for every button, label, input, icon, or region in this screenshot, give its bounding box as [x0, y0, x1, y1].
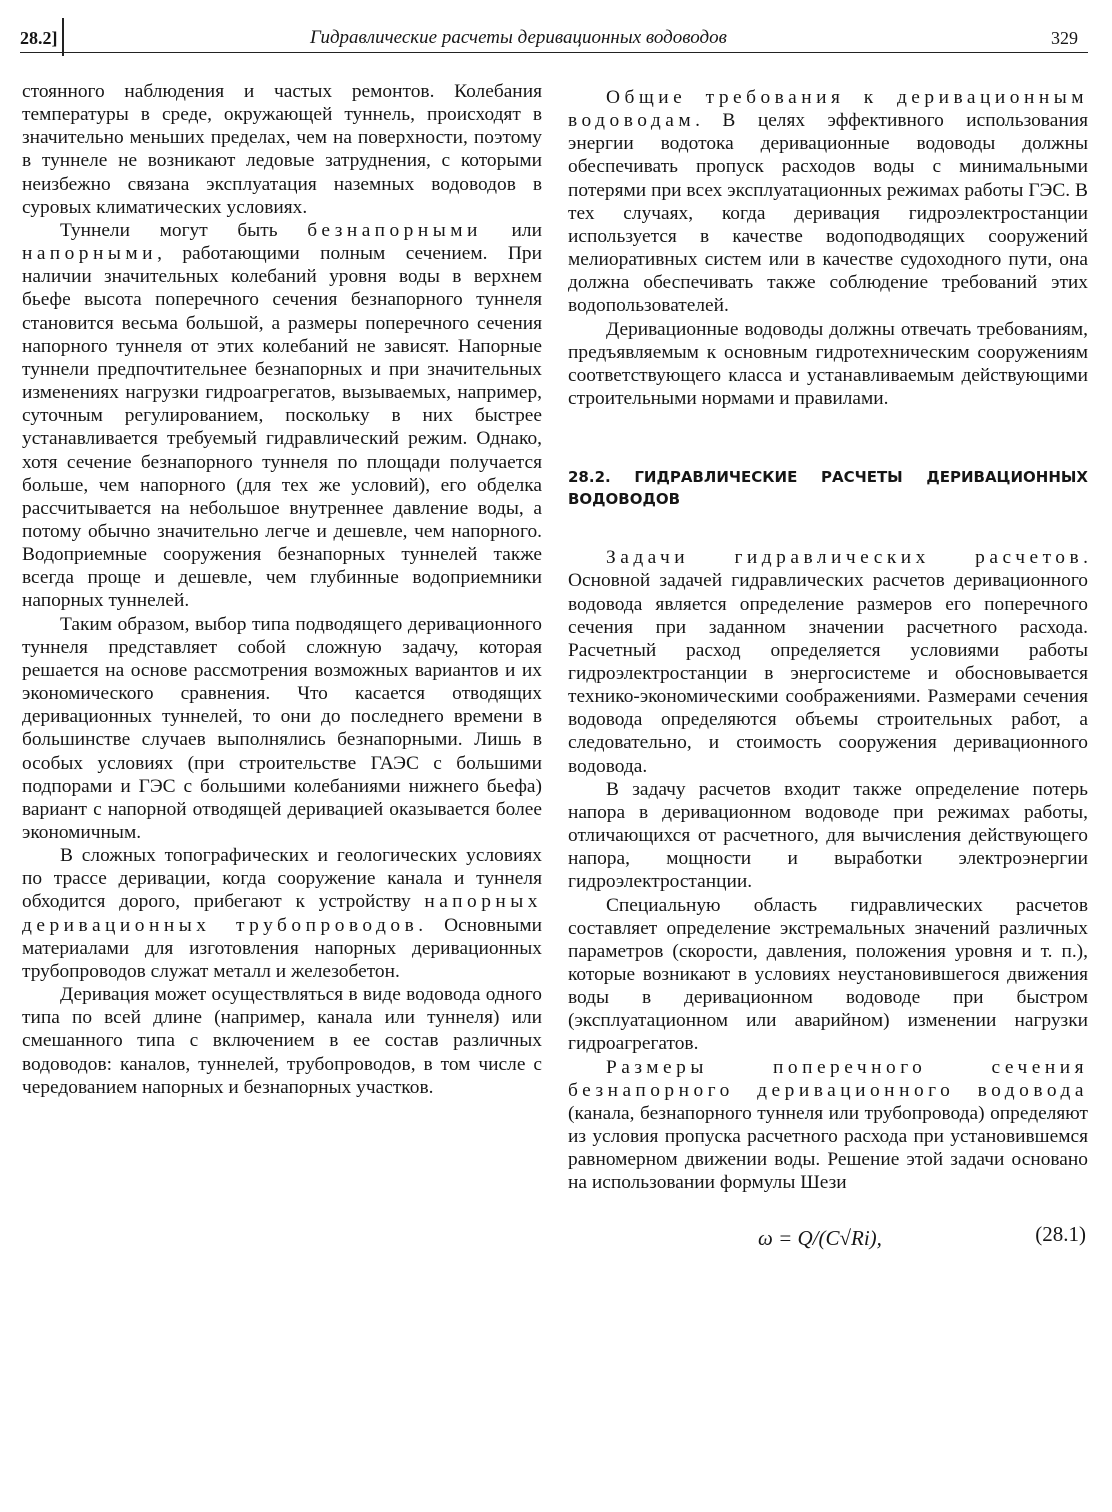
spaced-term: Общие требования к деривационным водоводам — [568, 87, 1088, 132]
text-run: , работающими полным сечением. При наличии значительных колебаний уровня воды в верхнем бьефе высота поперечного сечения безнапорного туннеля становится весьма большой, а размеры поперечного сечения напорного туннеля от этих колебаний не зависят. Напорные туннели предпочтительнее безнапорных и при значительных изменениях нагрузки гидроагрегатов, вызываемых, например, суточным регулированием, поскольку в них быстрее устанавливается требуемый гидравлический режим. Однако, хотя сечение безнапорного туннеля по площади получается больше, чем напорного (для тех же условий), его обделка рассчитывается на небольшое внутреннее давление воды, а потому обычно значительно легче и дешевле, чем напорного. Водоприемные сооружения безнапорных туннелей также всегда проще и дешевле, чем глубинные водоприемники напорных туннелей. — [22, 243, 542, 612]
spaced-term: Задачи гидравлических расчетов — [606, 547, 1084, 569]
paragraph: Специальную область гидравлических расчетов составляет определение экстремальных значений различных параметров (скорости, давления, положения уровня и т. п.), которые возникают в условиях неустановившегося движения воды в деривационном водоводе при быстром (эксплуатационном или аварийном) изменении нагрузки гидроагрегатов. — [568, 894, 1088, 1055]
running-header — [20, 22, 1088, 53]
paragraph — [568, 1056, 1088, 1195]
text-run: В сложных топографических и геологических условиях по трассе деривации, когда сооружение канала и туннеля обходится дорого, прибегают к устройству — [22, 845, 542, 913]
paragraph — [22, 219, 542, 613]
paragraph — [22, 844, 542, 983]
chezy-formula: ω = Q/(C√Ri), — [758, 1225, 882, 1250]
paragraph: Деривационные водоводы должны отвечать требованиям, предъявляемым к основным гидротехническим сооружениям соответствующего класса и устанавливаемым действующими строительными нормами и правилами. — [568, 318, 1088, 410]
text-run: или — [481, 219, 542, 241]
paragraph — [568, 86, 1088, 318]
text-run: . Основной задачей гидравлических расчетов деривационного водовода является определение размеров его поперечного сечения при заданном значении расчетного расхода. Расчетный расход определяется условиями работы гидроэлектростанции в энергосистеме и обосновывается технико-экономическими соображениями. Размерами сечения водовода определяются объемы строительных работ, а следовательно, и стоимость сооружения деривационного водовода. — [568, 547, 1088, 777]
left-column — [22, 80, 542, 1099]
paragraph: В задачу расчетов входит также определение потерь напора в деривационном водоводе при режимах работы, отличающихся от расчетного, для вычисления действующего напора, мощности и выработки электроэнергии гидроэлектростанции. — [568, 778, 1088, 893]
spaced-term: напорными — [22, 243, 158, 265]
spaced-term: напорных деривационных трубопроводов — [22, 891, 542, 936]
text-run: . В целях эффективного использования энергии водотока деривационные водоводы должны обеспечивать пропуск расходов воды с минимальными потерями при всех эксплуатационных режимах работы ГЭС. В тех случаях, когда деривация гидроэлектростанции используется в качестве водоподводящих сооружений мелиоративных систем или в качестве судоходного пути, она должна обеспечивать также соблюдение требований этих водопользователей. — [568, 110, 1088, 317]
text-run: (канала, безнапорного туннеля или трубопровода) определяют из условия пропуска расчетного расхода при установившемся равномерном движении воды. Решение этой задачи основано на использовании формулы Шези — [568, 1102, 1088, 1194]
paragraph — [568, 546, 1088, 778]
paragraph: Деривация может осуществляться в виде водовода одного типа по всей длине (например, канала или туннеля) или смешанного типа с включением в ее состав различных водоводов: каналов, туннелей, трубопроводов, в том числе с чередованием напорных и безнапорных участков. — [22, 984, 542, 1098]
spaced-term: Размеры поперечного сечения безнапорного деривационного водовода — [568, 1056, 1088, 1101]
page-number: 329 — [1051, 28, 1078, 48]
formula-number: (28.1) — [1035, 1221, 1086, 1246]
paragraph: стоянного наблюдения и частых ремонтов. Колебания температуры в среде, окружающей туннель, происходят в значительно меньших пределах, чем на поверхности, поэтому в туннеле не возникают ледовые затруднения, с которыми неизбежно связана эксплуатация наземных водоводов в суровых климатических условиях. — [22, 81, 542, 218]
running-title: Гидравлические расчеты деривационных водоводов — [310, 27, 727, 48]
formula-block — [568, 1209, 1088, 1259]
paragraph: Таким образом, выбор типа подводящего деривационного туннеля представляет собой сложную задачу, которая решается на основе рассмотрения возможных вариантов и их экономического сравнения. Что касается отводящих деривационных туннелей, то они до последнего времени в большинстве случаев выполнялись безнапорными. Лишь в особых условиях (при строительстве ГАЭС с большими подпорами и ГЭС с большими колебаниями нижнего бьефа) вариант с напорной отводящей деривацией оказывается более экономичным. — [22, 613, 542, 843]
section-heading: 28.2. ГИДРАВЛИЧЕСКИЕ РАСЧЕТЫ ДЕРИВАЦИОННЫХ ВОДОВОДОВ — [568, 468, 1088, 509]
spaced-term: безнапорными — [307, 219, 482, 241]
text-run: . Основными материалами для изготовления напорных деривационных трубопроводов служат металл и железобетон. — [22, 914, 542, 982]
section-number: 28.2] — [20, 28, 58, 48]
text-run: Туннели могут быть — [60, 219, 308, 241]
right-column — [568, 86, 1088, 1259]
